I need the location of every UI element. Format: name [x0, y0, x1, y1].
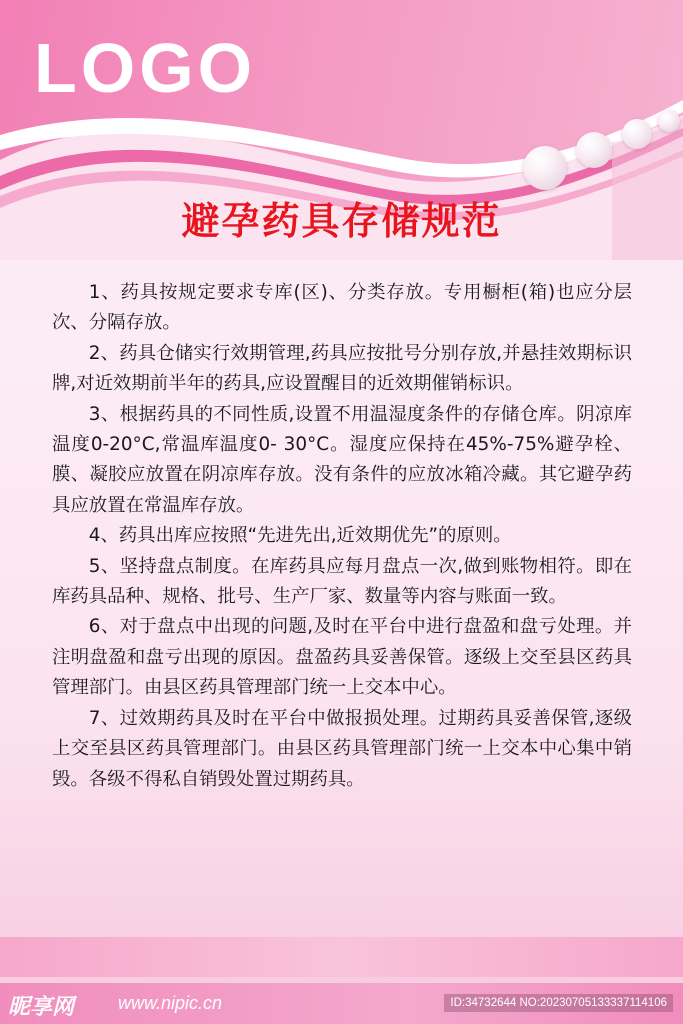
paragraph: 2、药具仓储实行效期管理,药具应按批号分别存放,并悬挂效期标识牌,对近效期前半年的药具,应设置醒目的近效期催销标识。 [52, 342, 632, 395]
pearl-icon [622, 119, 652, 149]
paragraph: 5、坚持盘点制度。在库药具应每月盘点一次,做到账物相符。即在库药具品种、规格、批号、生产厂家、数量等内容与账面一致。 [52, 555, 632, 608]
pearl-icon [576, 132, 612, 168]
watermark-logo: 昵享网 [8, 995, 75, 1020]
logo-text: LOGO [34, 29, 257, 107]
pearl-icon [523, 146, 567, 190]
paragraph: 4、药具出库应按照“先进先出,近效期优先”的原则。 [88, 525, 512, 547]
paragraph: 3、根据药具的不同性质,设置不用温湿度条件的存储仓库。阴凉库温度0-20°C,常温库温度0- 30°C。湿度应保持在45%-75%避孕栓、膜、凝胶应放置在阴凉库存放。没有条件的应放冰箱冷藏。其它避孕药具应放置在常温库存放。 [52, 403, 632, 516]
paragraph: 7、过效期药具及时在平台中做报损处理。过期药具妥善保管,逐级上交至县区药具管理部门。由县区药具管理部门统一上交本中心集中销毁。各级不得私自销毁处置过期药具。 [52, 707, 632, 790]
watermark-url: www.nipic.cn [118, 993, 223, 1013]
regulation-body [52, 278, 632, 795]
page-title: 避孕药具存储规范 [181, 199, 502, 243]
paragraph: 1、药具按规定要求专库(区)、分类存放。专用橱柜(箱)也应分层次、分隔存放。 [52, 282, 632, 334]
watermark-id: ID:34732644 NO:20230705133337114106 [444, 994, 673, 1012]
paragraph: 6、对于盘点中出现的问题,及时在平台中进行盘盈和盘亏处理。并注明盘盈和盘亏出现的原因。盘盈药具妥善保管。逐级上交至县区药具管理部门。由县区药具管理部门统一上交本中心。 [52, 616, 632, 699]
bottom-band [0, 937, 683, 977]
pearl-icon [658, 110, 680, 132]
